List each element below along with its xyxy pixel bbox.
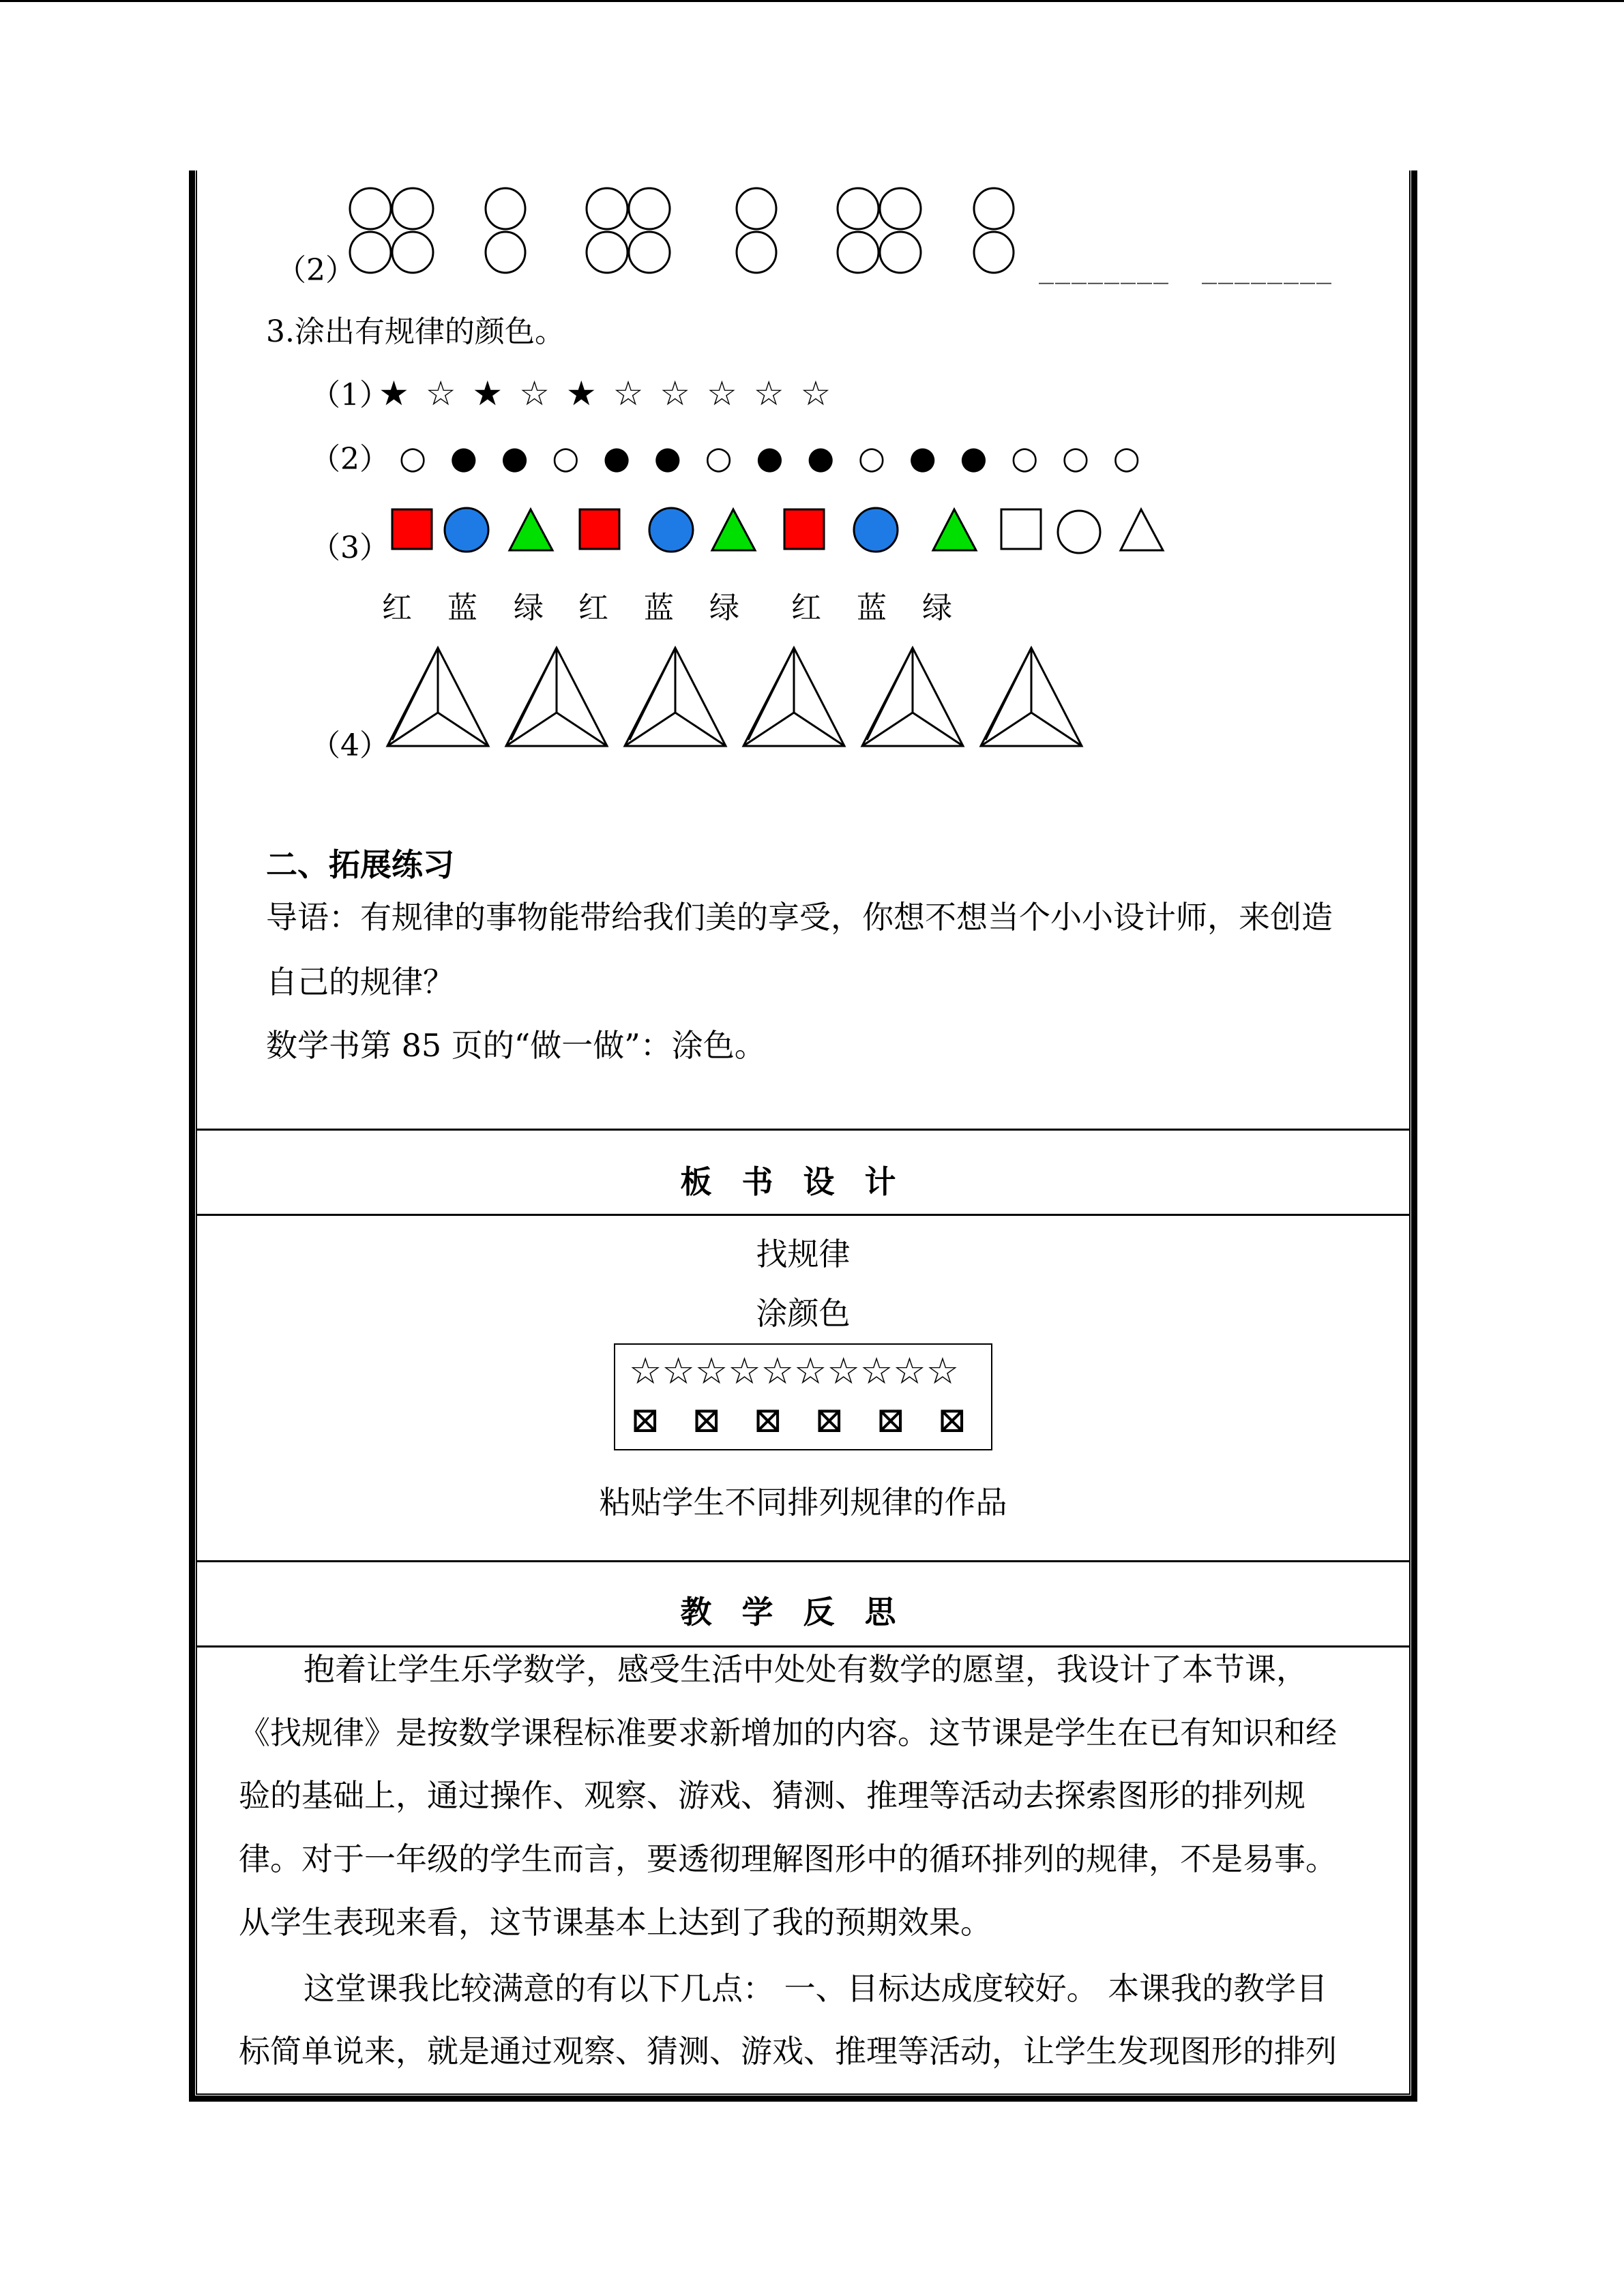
section2-intro-line2: 自己的规律？ xyxy=(266,964,454,1000)
q3-row2-circles: ○ ● ● ○ ● ● ○ ● ● ○ ● ● ○ ○ ○ xyxy=(399,439,1147,476)
section2-heading: 二、拓展练习 xyxy=(266,846,454,883)
colored-shapes-row xyxy=(382,501,1173,566)
pattern-circle xyxy=(974,188,1014,229)
blue-circle xyxy=(854,508,898,552)
box-icon: ⊠ xyxy=(630,1400,660,1441)
pattern-circle xyxy=(880,232,921,273)
pattern-circle xyxy=(838,232,879,273)
q3-row3-label: （3） xyxy=(310,531,389,565)
green-triangle xyxy=(712,509,755,550)
q3-row1-label: （1） xyxy=(310,378,389,413)
pyramid-figure xyxy=(625,648,726,746)
q3-row4-label: （4） xyxy=(310,728,389,763)
board-header: 板书设计 xyxy=(680,1163,926,1200)
answer-blank-1[interactable]: ________ xyxy=(1039,250,1170,284)
q2-number: （2） xyxy=(276,253,355,288)
green-triangle xyxy=(933,509,976,550)
color-word-1: 红 xyxy=(382,591,412,625)
color-word-4: 红 xyxy=(578,591,608,625)
color-word-7: 红 xyxy=(791,591,821,625)
circle-pattern xyxy=(344,181,1027,283)
color-word-8: 蓝 xyxy=(857,591,887,625)
red-square xyxy=(392,509,432,549)
blank-square xyxy=(1001,509,1041,549)
color-word-3: 绿 xyxy=(514,591,544,625)
color-word-6: 绿 xyxy=(709,591,739,625)
answer-blank-2[interactable]: ________ xyxy=(1202,250,1333,284)
pyramid-figure xyxy=(862,648,963,746)
green-triangle xyxy=(510,509,552,550)
pattern-circle xyxy=(392,188,433,229)
row-divider xyxy=(197,1645,1409,1648)
pattern-circle xyxy=(350,188,391,229)
pattern-circle xyxy=(629,188,670,229)
blank-triangle xyxy=(1121,509,1163,550)
box-icon: ⊠ xyxy=(814,1400,844,1441)
board-line1: 找规律 xyxy=(756,1236,851,1272)
pattern-circle xyxy=(350,232,391,273)
pyramid-row xyxy=(382,641,1091,750)
pattern-circle xyxy=(587,188,628,229)
q3-row1-stars: ★ ☆ ★ ☆ ★ ☆ ☆ ☆ ☆ ☆ xyxy=(379,374,834,413)
reflection-line: 抱着让学生乐学数学，感受生活中处处有数学的愿望，我设计了本节课， xyxy=(304,1651,1308,1688)
blank-circle xyxy=(1058,511,1100,553)
reflection-line: 标简单说来，就是通过观察、猜测、游戏、推理等活动，让学生发现图形的排列 xyxy=(239,2033,1337,2070)
row-divider xyxy=(197,1129,1409,1131)
reflection-line: 《找规律》是按数学课程标准要求新增加的内容。这节课是学生在已有知识和经 xyxy=(239,1714,1337,1751)
blue-circle xyxy=(649,508,693,552)
q3-title: 3.涂出有规律的颜色。 xyxy=(266,314,565,349)
board-stars: ☆☆☆☆☆☆☆☆☆☆ xyxy=(629,1350,960,1392)
reflection-header: 教学反思 xyxy=(680,1594,926,1630)
box-icon: ⊠ xyxy=(753,1400,783,1441)
reflection-line: 验的基础上，通过操作、观察、游戏、猜测、推理等活动去探索图形的排列规 xyxy=(239,1777,1305,1814)
box-icon: ⊠ xyxy=(876,1400,906,1441)
pattern-circle xyxy=(629,232,670,273)
pattern-circle xyxy=(392,232,433,273)
q3-row2-label: （2） xyxy=(310,442,389,477)
pyramid-figure xyxy=(743,648,844,746)
pattern-circle xyxy=(737,188,776,229)
pyramid-figure xyxy=(506,648,607,746)
page-top-rule xyxy=(0,0,1624,2)
pyramid-figure xyxy=(387,648,488,746)
color-word-9: 绿 xyxy=(922,591,952,625)
board-box xyxy=(614,1343,992,1450)
blue-circle xyxy=(445,508,488,552)
red-square xyxy=(784,509,824,549)
pattern-circle xyxy=(838,188,879,229)
box-icon: ⊠ xyxy=(937,1400,967,1441)
reflection-line: 这堂课我比较满意的有以下几点： 一、目标达成度较好。 本课我的教学目 xyxy=(304,1970,1328,2007)
section2-task: 数学书第 85 页的“做一做”：涂色。 xyxy=(266,1027,766,1064)
reflection-line: 从学生表现来看，这节课基本上达到了我的预期效果。 xyxy=(239,1904,992,1941)
pyramid-figure xyxy=(981,648,1082,746)
board-line2: 涂颜色 xyxy=(756,1295,851,1332)
section2-intro-line1: 导语：有规律的事物能带给我们美的享受，你想不想当个小小设计师，来创造 xyxy=(266,899,1333,936)
red-square xyxy=(580,509,619,549)
pattern-circle xyxy=(880,188,921,229)
box-icon: ⊠ xyxy=(692,1400,722,1441)
row-divider xyxy=(197,1214,1409,1216)
pattern-circle xyxy=(486,232,525,273)
pattern-circle xyxy=(587,232,628,273)
row-divider xyxy=(197,1560,1409,1562)
board-footer: 粘贴学生不同排列规律的作品 xyxy=(599,1484,1007,1521)
reflection-line: 律。对于一年级的学生而言，要透彻理解图形中的循环排列的规律，不是易事。 xyxy=(239,1840,1337,1877)
color-word-2: 蓝 xyxy=(447,591,477,625)
pattern-circle xyxy=(974,232,1014,273)
pattern-circle xyxy=(737,232,776,273)
pattern-circle xyxy=(486,188,525,229)
color-word-5: 蓝 xyxy=(644,591,674,625)
